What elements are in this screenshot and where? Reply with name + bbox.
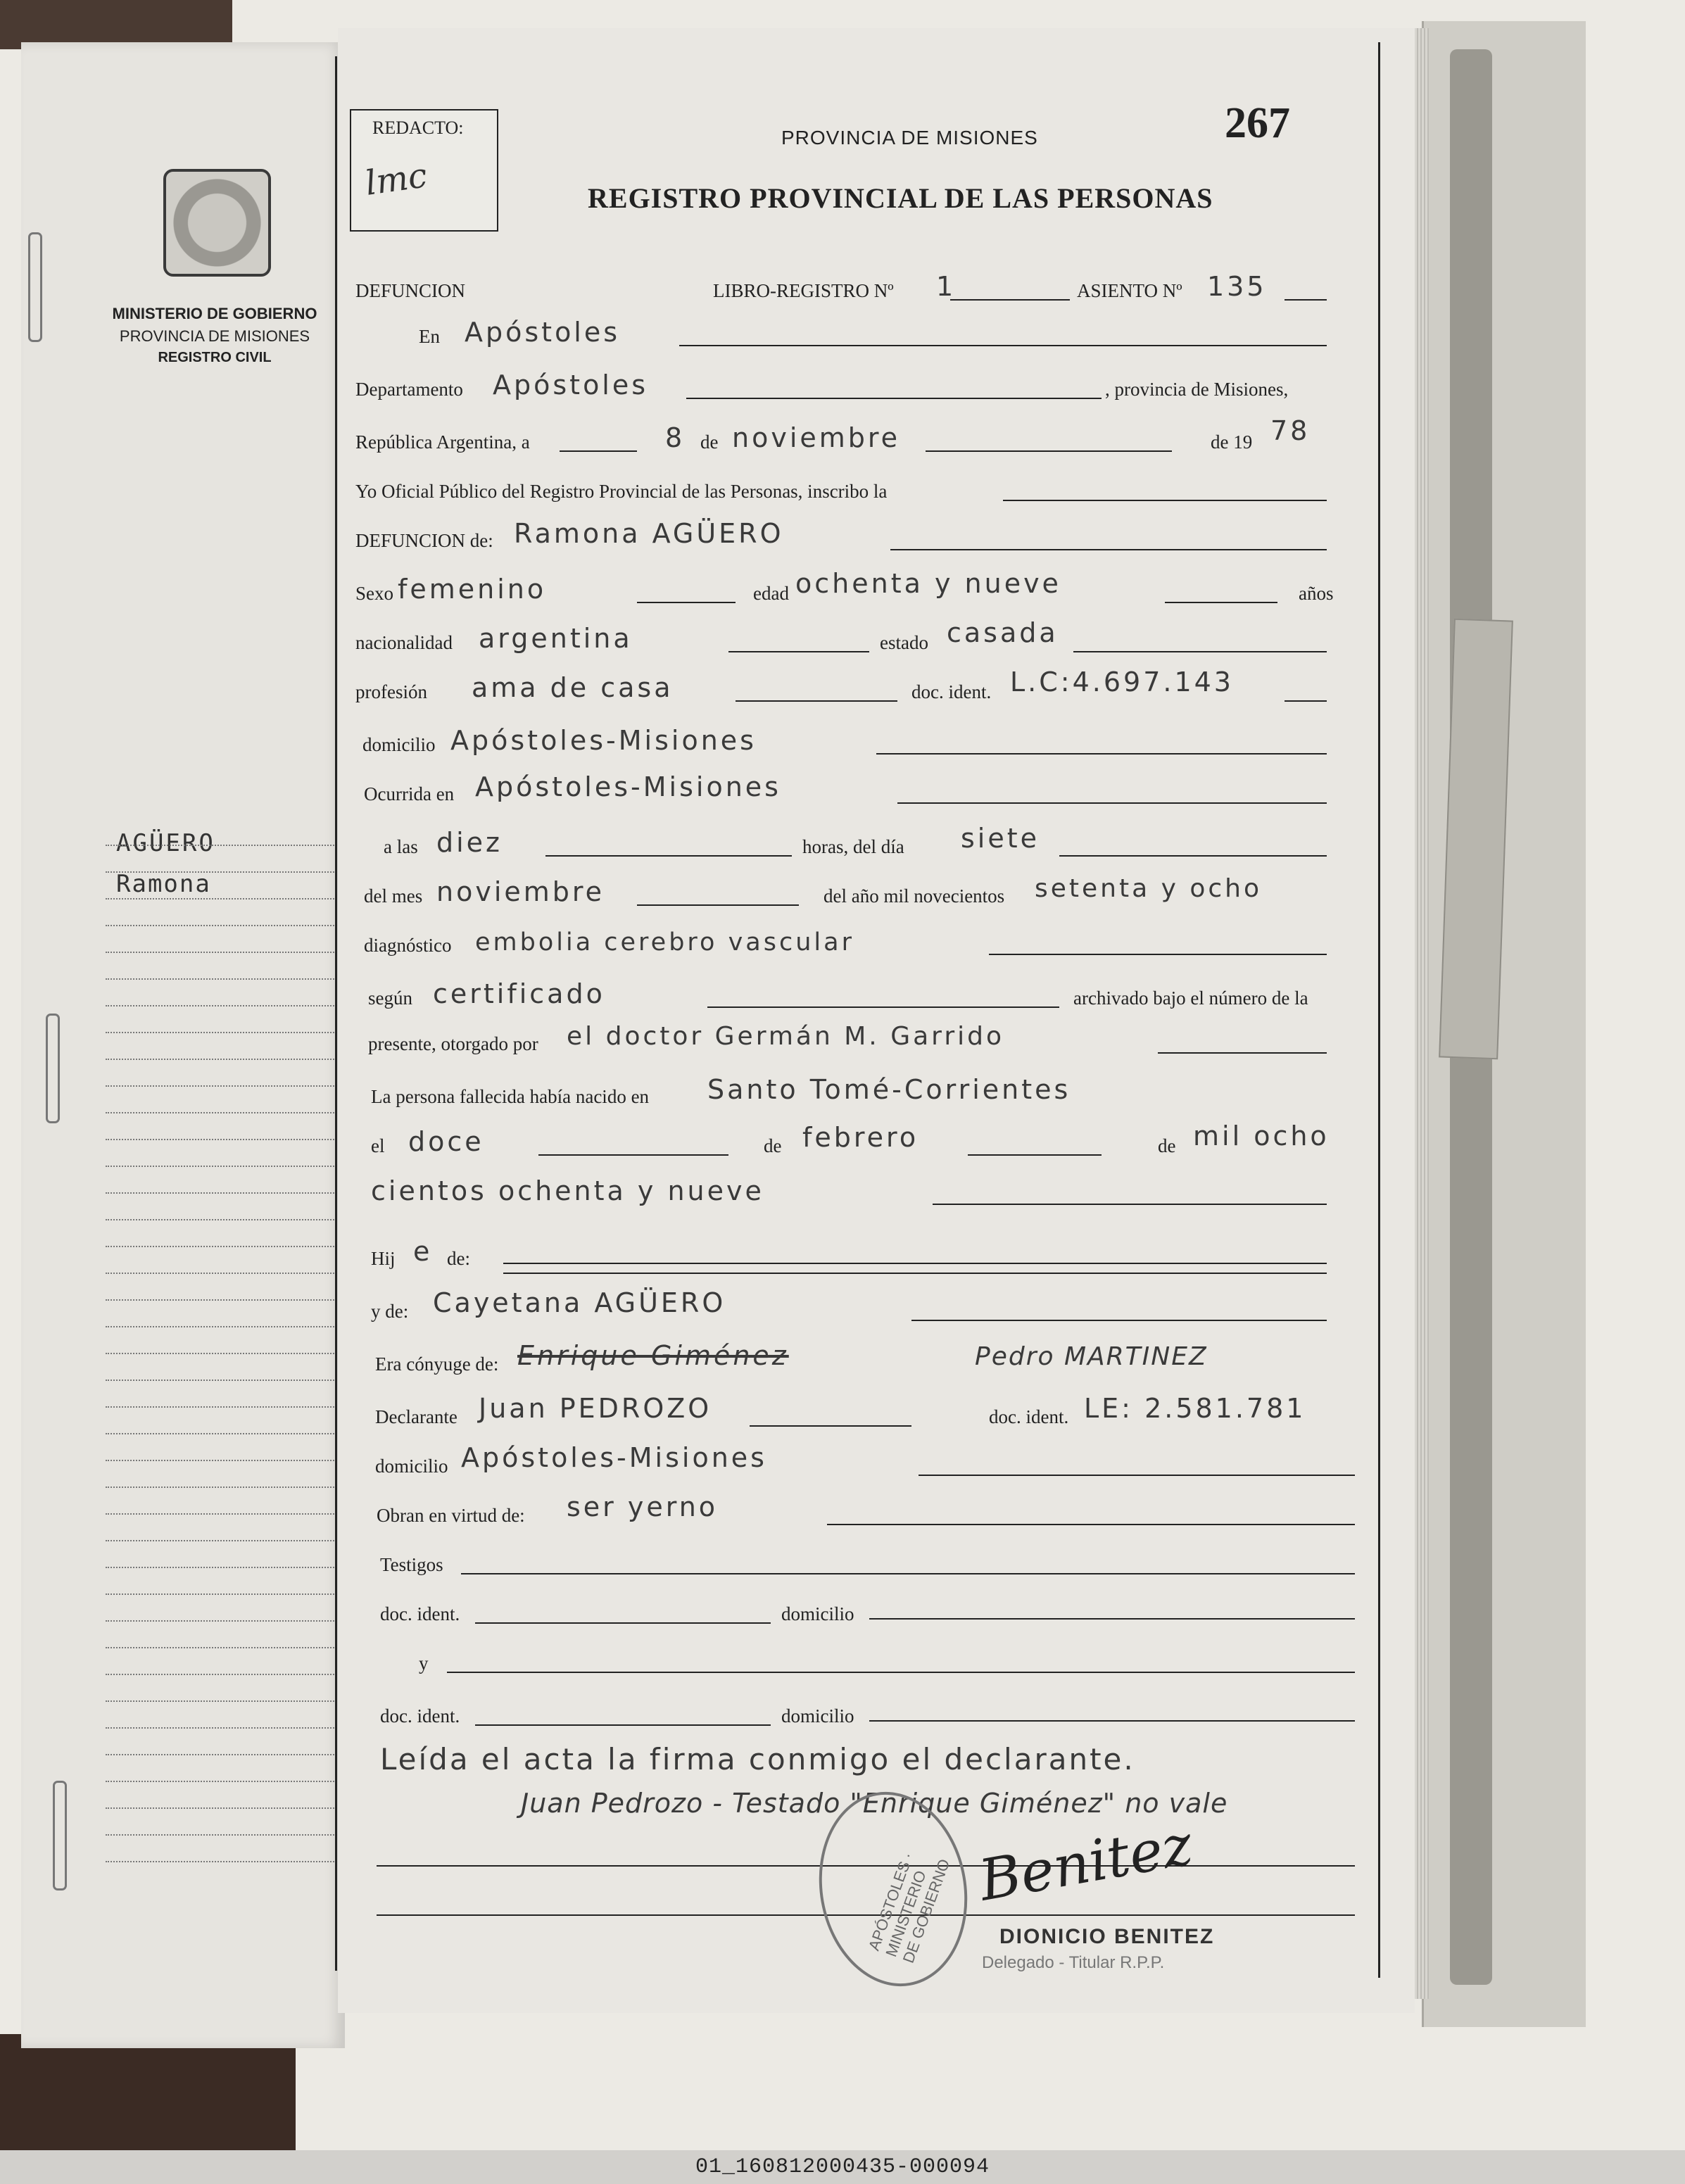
row-libro: [355, 271, 1341, 306]
row-leida: [373, 1738, 1380, 1781]
ministry-line: MINISTERIO DE GOBIERNO: [112, 305, 317, 322]
yde-value: Cayetana AGÜERO: [433, 1287, 726, 1318]
doc-ident-label: doc. ident.: [911, 681, 992, 702]
margin-ruled-lines: [106, 845, 345, 1888]
conyuge-label: Era cónyuge de:: [375, 1353, 499, 1375]
republica-label: República Argentina, a: [355, 431, 530, 453]
row-departamento: [355, 370, 1341, 405]
stamp-text: APÓSTOLES · MINISTERIO DE GOBIERNO: [864, 1850, 954, 1966]
feb-value: febrero: [802, 1122, 919, 1153]
ministry-province: PROVINCIA DE MISIONES: [119, 327, 310, 345]
decl-doc-label: doc. ident.: [989, 1406, 1069, 1427]
ocurrida-label: Ocurrida en: [364, 783, 455, 804]
row-testado: [521, 1781, 1394, 1823]
el-label: el: [371, 1135, 385, 1156]
redacto-initials: lmc: [362, 156, 430, 203]
libro-label: LIBRO-REGISTRO Nº: [713, 280, 894, 301]
t2-dom-label: domicilio: [781, 1705, 854, 1727]
mil-value: mil ocho: [1193, 1121, 1330, 1151]
profesion-label: profesión: [355, 681, 427, 702]
segun-label: según: [368, 987, 412, 1009]
row-cientos: [355, 1175, 1341, 1211]
ocurrida-value: Apóstoles-Misiones: [475, 771, 781, 802]
obran-label: Obran en virtud de:: [377, 1505, 525, 1526]
row-obran: [355, 1491, 1362, 1531]
image-caption: 01_160812000435-000094: [695, 2155, 990, 2179]
row-el: [355, 1121, 1341, 1161]
row-defuncion-de: [355, 518, 1341, 556]
declarante-label: Declarante: [375, 1406, 457, 1427]
row-conyuge: [355, 1340, 1362, 1380]
estado-value: casada: [947, 617, 1059, 648]
row-declarante: [355, 1393, 1362, 1432]
row-testigos: [355, 1545, 1362, 1580]
ministry-header: [91, 303, 338, 368]
hij-de-label: de:: [447, 1248, 470, 1269]
row-nacido: [355, 1074, 1341, 1112]
row-ocurrida: [355, 771, 1341, 809]
asiento-value: 135: [1207, 271, 1267, 302]
t2-doc-label: doc. ident.: [380, 1705, 460, 1727]
conyuge-value: Pedro MARTINEZ: [975, 1342, 1208, 1371]
stitch: [53, 1781, 67, 1891]
hij-label: Hij: [371, 1248, 396, 1269]
del-mes-value: noviembre: [436, 876, 605, 907]
row-en: [355, 317, 1341, 352]
en-label: En: [419, 326, 440, 347]
archivado-label: archivado bajo el número de la: [1073, 987, 1308, 1009]
profesion-value: ama de casa: [472, 672, 674, 703]
official-role: Delegado - Titular R.P.P.: [982, 1953, 1165, 1972]
defuncion-de-label: DEFUNCION de:: [355, 530, 493, 551]
a-las-value: diez: [436, 827, 503, 858]
nacido-label: La persona fallecida había nacido en: [371, 1086, 650, 1107]
anos-label: años: [1299, 583, 1334, 604]
redacto-box: [350, 109, 498, 232]
y-label: y: [419, 1653, 429, 1674]
de-feb-label: de: [764, 1135, 782, 1156]
margin-rule-left: [335, 56, 337, 1971]
yo-oficial-text: Yo Oficial Público del Registro Provincial de las Personas, inscribo la: [355, 481, 888, 502]
stitch: [28, 232, 42, 342]
row-fecha: [355, 415, 1341, 457]
row-sexo: [355, 568, 1341, 609]
redacto-label: REDACTO:: [372, 118, 464, 138]
t-dom-label: domicilio: [781, 1603, 854, 1624]
nacido-value: Santo Tomé-Corrientes: [707, 1074, 1071, 1105]
row-testigo2: [355, 1643, 1362, 1679]
row-presente: [355, 1024, 1341, 1059]
libro-value: 1: [936, 271, 957, 302]
row-segun: [355, 978, 1341, 1014]
row-nacionalidad: [355, 617, 1341, 658]
a-las-label: a las: [384, 836, 418, 857]
row-profesion: [355, 667, 1341, 707]
cientos-value: cientos ochenta y nueve: [371, 1175, 764, 1206]
edad-label: edad: [753, 583, 789, 604]
conyuge-struck: Enrique Giménez: [517, 1340, 789, 1371]
row-hij: [355, 1236, 1341, 1274]
del-ano-value: setenta y ocho: [1035, 874, 1263, 903]
sexo-label: Sexo: [355, 583, 393, 604]
t-doc-label: doc. ident.: [380, 1603, 460, 1624]
row-del-mes: [355, 876, 1341, 911]
el-value: doce: [408, 1126, 484, 1157]
de-label: de: [700, 431, 719, 453]
row-diagnostico: [355, 926, 1341, 961]
page-number: 267: [1225, 99, 1290, 147]
provincia-suffix: , provincia de Misiones,: [1105, 379, 1289, 400]
official-name: DIONICIO BENITEZ: [999, 1925, 1215, 1948]
sexo-value: femenino: [398, 574, 547, 605]
row-y-de: [355, 1287, 1341, 1327]
margin-note-surname: AGÜERO: [116, 829, 215, 857]
row-yo-oficial: [355, 472, 1341, 507]
presente-value: el doctor Germán M. Garrido: [567, 1022, 1005, 1051]
ministry-registry: REGISTRO CIVIL: [158, 349, 272, 365]
horas-label: horas, del día: [802, 836, 904, 857]
nacionalidad-value: argentina: [479, 623, 633, 654]
decl-domicilio-value: Apóstoles-Misiones: [461, 1442, 767, 1473]
leida-text: Leída el acta la firma conmigo el declarante.: [380, 1742, 1135, 1776]
year-value: 78: [1270, 415, 1311, 446]
presente-label: presente, otorgado por: [368, 1033, 538, 1054]
de19-label: de 19: [1211, 431, 1253, 453]
de-mil-label: de: [1158, 1135, 1176, 1156]
row-a-las: [355, 823, 1341, 862]
day-value: 8: [665, 422, 686, 453]
record-type: DEFUNCION: [355, 280, 466, 301]
diagnostico-value: embolia cerebro vascular: [475, 928, 854, 957]
decl-doc-value: LE: 2.581.781: [1084, 1393, 1306, 1424]
row-decl-domicilio: [355, 1442, 1362, 1482]
row-testigo1-doc: [355, 1594, 1362, 1629]
domicilio-value: Apóstoles-Misiones: [450, 725, 757, 756]
coat-of-arms-seal: [163, 169, 271, 277]
decl-domicilio-label: domicilio: [375, 1456, 448, 1477]
dia-value: siete: [961, 823, 1040, 854]
nacionalidad-label: nacionalidad: [355, 632, 453, 653]
departamento-value: Apóstoles: [493, 370, 649, 400]
margin-rule-right: [1378, 42, 1380, 1978]
declarante-value: Juan PEDROZO: [479, 1393, 712, 1424]
province-heading: PROVINCIA DE MISIONES: [781, 127, 1038, 149]
hij-suffix: e: [413, 1236, 433, 1267]
row-domicilio: [355, 725, 1341, 760]
estado-label: estado: [880, 632, 928, 653]
departamento-label: Departamento: [355, 379, 463, 400]
del-ano-label: del año mil novecientos: [823, 885, 1005, 907]
asiento-label: ASIENTO Nº: [1077, 280, 1182, 301]
testigos-label: Testigos: [380, 1554, 443, 1575]
obran-value: ser yerno: [567, 1491, 719, 1522]
month-value: noviembre: [732, 422, 901, 453]
yde-label: y de:: [371, 1301, 409, 1322]
defuncion-de-value: Ramona AGÜERO: [514, 518, 784, 549]
domicilio-label: domicilio: [362, 734, 436, 755]
edad-value: ochenta y nueve: [795, 568, 1061, 599]
row-testigo2-doc: [355, 1696, 1362, 1731]
diagnostico-label: diagnóstico: [364, 935, 452, 956]
stitch: [46, 1014, 60, 1123]
registry-title: REGISTRO PROVINCIAL DE LAS PERSONAS: [588, 182, 1213, 214]
del-mes-label: del mes: [364, 885, 423, 907]
testado-text: Juan Pedrozo - Testado "Enrique Giménez" no vale: [521, 1788, 1228, 1819]
segun-value: certificado: [433, 978, 605, 1009]
doc-ident-value: L.C:4.697.143: [1010, 667, 1234, 698]
en-value: Apóstoles: [465, 317, 621, 348]
margin-note-name: Ramona: [116, 870, 211, 898]
official-signature: Benitez: [974, 1812, 1197, 1914]
